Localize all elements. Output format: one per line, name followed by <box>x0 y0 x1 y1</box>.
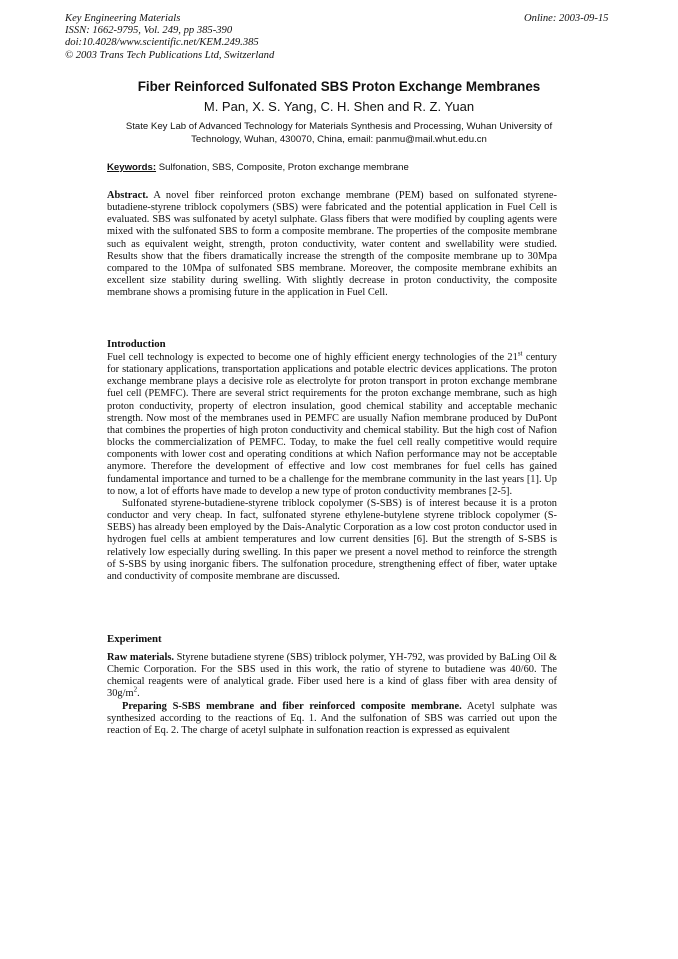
raw-materials-superscript: 2 <box>133 686 138 694</box>
online-date: Online: 2003-09-15 <box>524 13 609 24</box>
journal-name: Key Engineering Materials <box>65 13 181 24</box>
doi-line: doi:10.4028/www.scientific.net/KEM.249.385 <box>65 37 259 49</box>
keywords-label: Keywords: <box>107 162 157 173</box>
preparing-label: Preparing S-SBS membrane and fiber reinforced composite membrane. <box>122 700 462 712</box>
abstract-section <box>107 190 557 299</box>
intro-p1-rest: century for stationary applications, transportation applications and potable electric devices applications. The proton exchange membrane plays a decisive role as electrolyte for proton transport in proton exchange membrane fuel cell (PEMFC). There are several strict requirements for the proton exchange membrane, such as high proton conductivity, property of electron insulation, good chemical stability and acceptable mechanic strength. Now most of the membranes used in PEMFC are usually Nafion membrane produced by DuPont that combines the properties of high proton conductivity and chemical stability. But the high cost of Nafion blocks the commercialization of PEMFC. Today, to make the fuel cell really competitive would require components with lower cost and operating conditions at which Nafion performance may not be acceptable anymore. Therefore the development of effective and low cost membranes for fuel cells has gained fundamental importance and turned to be a challenge for the membrane community in the last years [1]. Up to now, a lot of efforts have made to develop a new type of proton conductivity membranes [2-5]. <box>107 352 557 497</box>
intro-p1-start: Fuel cell technology is expected to become one of highly efficient energy technologies of the 21 <box>107 352 518 363</box>
raw-materials-text: Styrene butadiene styrene (SBS) triblock polymer, YH-792, was provided by BaLing Oil & Chemic Corporation. For the SBS used in this work, the ratio of styrene to butadiene was 40/60. The chemical reagents were of analytical grade. Fiber used here is a kind of glass fiber with area density of 30g/m <box>107 652 557 700</box>
abstract-label: Abstract. <box>107 190 149 201</box>
copyright-line: © 2003 Trans Tech Publications Ltd, Switzerland <box>65 49 275 61</box>
introduction-heading: Introduction <box>107 338 166 350</box>
experiment-section <box>107 652 557 737</box>
raw-materials-end: . <box>137 688 140 700</box>
introduction-paragraph-1 <box>107 349 557 498</box>
issn-line: ISSN: 1662-9795, Vol. 249, pp 385-390 <box>65 25 233 37</box>
preparing-paragraph <box>107 701 557 737</box>
intro-p1-superscript: st <box>517 349 523 358</box>
raw-materials-paragraph <box>107 652 557 701</box>
experiment-heading: Experiment <box>107 633 162 645</box>
keywords-text: Sulfonation, SBS, Composite, Proton exchange membrane <box>158 162 409 173</box>
introduction-paragraph-2: Sulfonated styrene-butadiene-styrene triblock copolymer (S-SBS) is of interest because it is a proton conductor and very cheap. In fact, sulfonated styrene ethylene-butylene styrene triblock copolymer (S-SEBS) has already been employed by the Dais-Analytic Corporation as a low cost proton conductor used in hydrogen fuel cells at ambient temperatures and low current densities [6]. But the strength of S-SBS is relatively low especially during swelling. In this paper we present a novel method to reinforce the strength of S-SBS by using inorganic fibers. The sulfonation procedure, strengthening effect of fiber, water uptake and conductivity of composite membrane are discussed. <box>107 497 557 582</box>
paper-title: Fiber Reinforced Sulfonated SBS Proton Exchange Membranes <box>137 79 541 94</box>
preparing-text: Acetyl sulphate was synthesized according to the reactions of Eq. 1. And the sulfonation of SBS was carried out upon the reaction of Eq. 2. The charge of acetyl sulphate in sulfonation reaction is expressed as equivalent <box>107 700 558 736</box>
affiliation: State Key Lab of Advanced Technology for Materials Synthesis and Processing, Wuhan University of Technology, Wuhan, 430070, China, email: panmu@mail.whut.edu.cn <box>125 121 553 145</box>
journal-header <box>65 13 274 62</box>
introduction-section <box>107 349 557 583</box>
abstract-text: A novel fiber reinforced proton exchange membrane (PEM) based on sulfonated styrene-butadiene-styrene triblock copolymers (SBS) were fabricated and the potential application in Fuel Cell is evaluated. SBS was sulfonated by acetyl sulphate. Glass fibers that were modified by coupling agents were mixed with the sulfonated SBS to form a composite membrane. The properties of the composite membrane such as equivalent weight, strength, proton conductivity, water content and swellability were studied. Results show that the fibers dramatically increase the strength of the composite membrane up to 30Mpa compared to the 10Mpa of sulfonated SBS membrane. Moreover, the composite membrane exhibits an excellent size stability during swelling. With slightly decrease in proton conductivity, the composite membrane shows a promising future in the application in Fuel Cell. <box>107 190 557 299</box>
raw-materials-label: Raw materials. <box>107 652 174 663</box>
keywords-line <box>107 162 409 173</box>
abstract-paragraph <box>107 190 557 299</box>
author-list: M. Pan, X. S. Yang, C. H. Shen and R. Z. Yuan <box>203 99 475 114</box>
